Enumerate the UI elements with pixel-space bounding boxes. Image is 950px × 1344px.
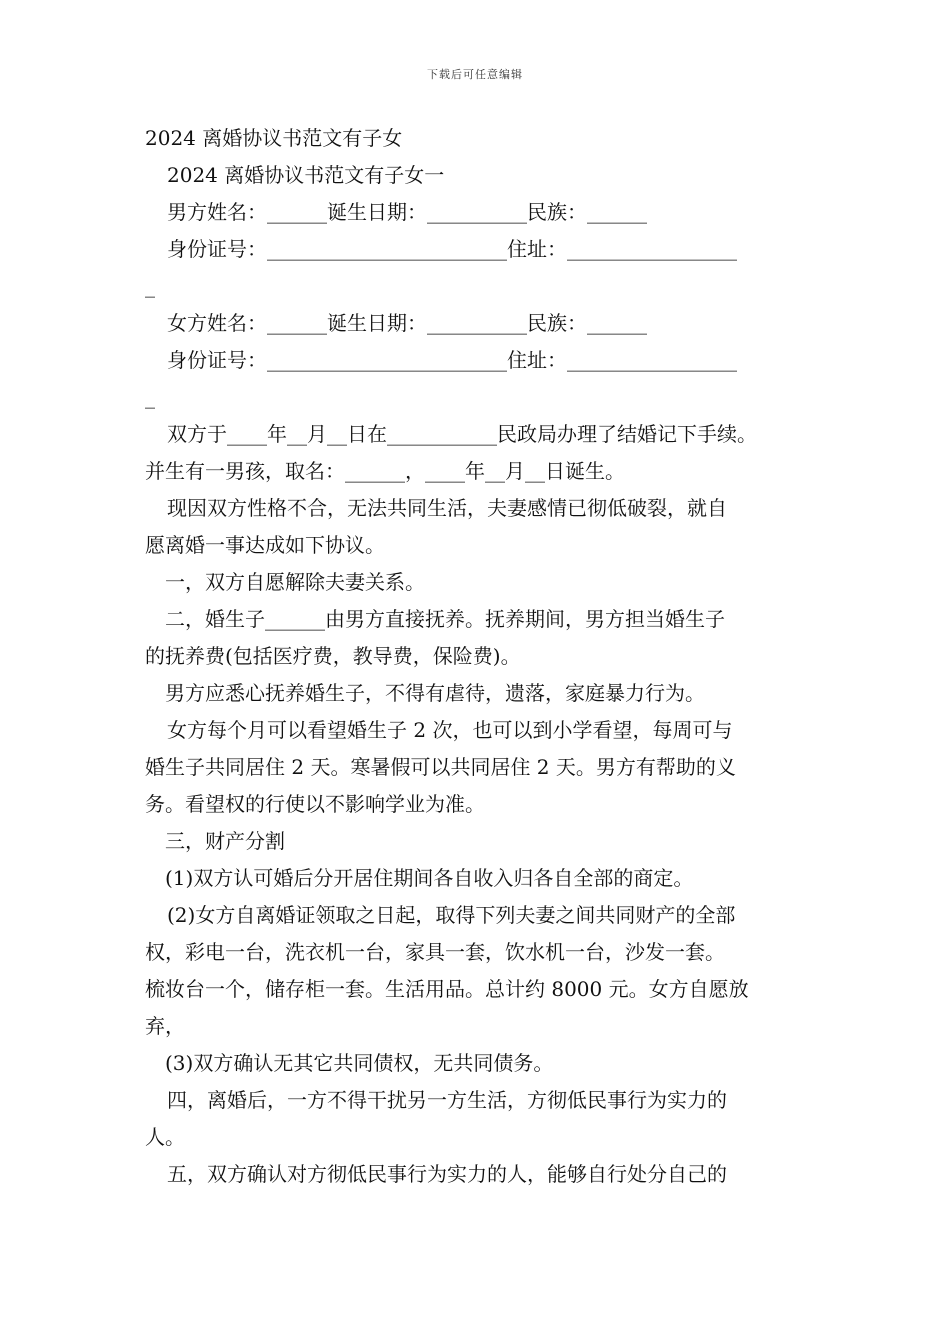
- header-note: 下载后可任意编辑: [427, 68, 523, 81]
- paragraph-line: 务。看望权的行使以不影响学业为准。: [145, 792, 485, 816]
- paragraph-line: 人。: [145, 1125, 185, 1149]
- paragraph-line: 弃，: [145, 1014, 185, 1038]
- document-title: 2024 离婚协议书范文有子女: [145, 126, 403, 150]
- paragraph-line: 愿离婚一事达成如下协议。: [145, 533, 385, 557]
- paragraph-line: 现因双方性格不合，无法共同生活，夫妻感情已彻低破裂，就自: [167, 496, 727, 520]
- clause-four: 四，离婚后，一方不得干扰另一方生活，方彻低民事行为实力的: [167, 1088, 727, 1112]
- paragraph-line: 双方于____年__月__日在___________民政局办理了结婚记下手续。: [167, 422, 757, 446]
- document-body: [145, 120, 810, 1193]
- paragraph-line: 女方每个月可以看望婚生子 2 次，也可以到小学看望，每周可与: [167, 718, 733, 742]
- paragraph-line: 权，彩电一台，洗衣机一台，家具一套，饮水机一台，沙发一套。: [145, 940, 725, 964]
- paragraph-line: 并生有一男孩，取名：______，____年__月__日诞生。: [145, 459, 625, 483]
- clause-five: 五，双方确认对方彻低民事行为实力的人，能够自行处分自己的: [167, 1162, 727, 1186]
- male-id-line: 身份证号：________________________住址：_________________: [167, 237, 737, 261]
- sub-clause-3: (3)双方确认无其它共同债权，无共同债务。: [165, 1051, 554, 1075]
- sub-clause-2: (2)女方自离婚证领取之日起，取得下列夫妻之间共同财产的全部: [167, 903, 736, 927]
- paragraph-line: 男方应悉心抚养婚生子，不得有虐待，遗落，家庭暴力行为。: [165, 681, 705, 705]
- male-info-line: 男方姓名：______诞生日期：__________民族：______: [167, 200, 647, 224]
- paragraph-line: 的抚养费(包括医疗费，教导费，保险费)。: [145, 644, 521, 668]
- clause-two: 二，婚生子______由男方直接抚养。抚养期间，男方担当婚生子: [165, 607, 725, 631]
- sub-clause-1: (1)双方认可婚后分开居住期间各自收入归各自全部的商定。: [165, 866, 694, 890]
- female-id-overflow: _: [145, 385, 155, 409]
- male-id-overflow: _: [145, 274, 155, 298]
- paragraph-line: 婚生子共同居住 2 天。寒暑假可以共同居住 2 天。男方有帮助的义: [145, 755, 736, 779]
- clause-one: 一，双方自愿解除夫妻关系。: [165, 570, 425, 594]
- section-heading: 2024 离婚协议书范文有子女一: [167, 163, 445, 187]
- paragraph-line: 梳妆台一个，储存柜一套。生活用品。总计约 8000 元。女方自愿放: [145, 977, 749, 1001]
- female-info-line: 女方姓名：______诞生日期：__________民族：______: [167, 311, 647, 335]
- female-id-line: 身份证号：________________________住址：_________________: [167, 348, 737, 372]
- clause-three: 三，财产分割: [165, 829, 285, 853]
